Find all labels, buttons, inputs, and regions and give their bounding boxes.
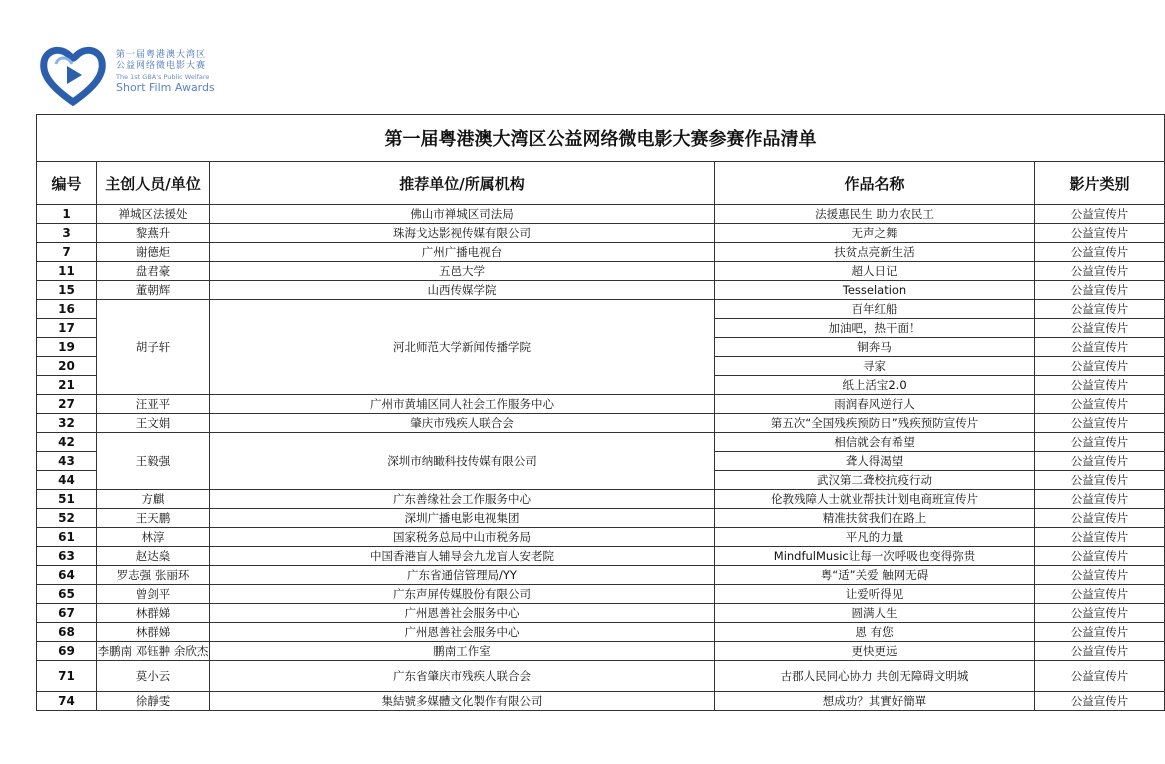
creator-cell: 禅城区法援处 <box>97 205 210 224</box>
entry-number: 21 <box>37 376 97 395</box>
table-row <box>37 642 1165 661</box>
organization-cell: 珠海戈达影视传媒有限公司 <box>210 224 715 243</box>
category-cell: 公益宣传片 <box>1035 528 1165 547</box>
category-cell: 公益宣传片 <box>1035 604 1165 623</box>
category-cell: 公益宣传片 <box>1035 452 1165 471</box>
entry-number: 17 <box>37 319 97 338</box>
category-cell: 公益宣传片 <box>1035 490 1165 509</box>
table-row <box>37 566 1165 585</box>
creator-cell: 林群娣 <box>97 604 210 623</box>
entry-number: 52 <box>37 509 97 528</box>
table-row <box>37 224 1165 243</box>
creator-cell: 李鹏南 邓钰翀 余欣杰 <box>97 642 210 661</box>
entry-number: 51 <box>37 490 97 509</box>
entry-number: 3 <box>37 224 97 243</box>
entry-number: 32 <box>37 414 97 433</box>
table-row <box>37 490 1165 509</box>
work-title-cell: 寻家 <box>715 357 1035 376</box>
table-row <box>37 433 1165 452</box>
column-header: 主创人员/单位 <box>97 162 210 205</box>
category-cell: 公益宣传片 <box>1035 623 1165 642</box>
organization-cell: 五邑大学 <box>210 262 715 281</box>
organization-cell: 肇庆市残疾人联合会 <box>210 414 715 433</box>
entry-number: 74 <box>37 692 97 711</box>
work-title-cell: 加油吧，热干面！ <box>715 319 1035 338</box>
work-title-cell: 更快更远 <box>715 642 1035 661</box>
entry-number: 65 <box>37 585 97 604</box>
category-cell: 公益宣传片 <box>1035 566 1165 585</box>
entry-number: 71 <box>37 661 97 692</box>
entry-number: 68 <box>37 623 97 642</box>
entry-number: 27 <box>37 395 97 414</box>
work-title-cell: 法援惠民生 助力农民工 <box>715 205 1035 224</box>
column-header: 作品名称 <box>715 162 1035 205</box>
category-cell: 公益宣传片 <box>1035 547 1165 566</box>
category-cell: 公益宣传片 <box>1035 300 1165 319</box>
category-cell: 公益宣传片 <box>1035 338 1165 357</box>
work-title-cell: 无声之舞 <box>715 224 1035 243</box>
entry-number: 7 <box>37 243 97 262</box>
organization-cell: 集結號多媒體文化製作有限公司 <box>210 692 715 711</box>
work-title-cell: 超人日记 <box>715 262 1035 281</box>
category-cell: 公益宣传片 <box>1035 661 1165 692</box>
category-cell: 公益宣传片 <box>1035 433 1165 452</box>
column-header: 影片类别 <box>1035 162 1165 205</box>
category-cell: 公益宣传片 <box>1035 376 1165 395</box>
category-cell: 公益宣传片 <box>1035 319 1165 338</box>
creator-cell: 罗志强 张丽环 <box>97 566 210 585</box>
entry-number: 15 <box>37 281 97 300</box>
entry-number: 11 <box>37 262 97 281</box>
creator-cell: 徐靜雯 <box>97 692 210 711</box>
category-cell: 公益宣传片 <box>1035 414 1165 433</box>
creator-cell: 曾剑平 <box>97 585 210 604</box>
heart-play-logo-icon <box>40 44 106 106</box>
organization-cell: 广东省通信管理局/YY <box>210 566 715 585</box>
work-title-cell: 精准扶贫我们在路上 <box>715 509 1035 528</box>
category-cell: 公益宣传片 <box>1035 585 1165 604</box>
work-title-cell: 恩 有您 <box>715 623 1035 642</box>
table-row <box>37 585 1165 604</box>
entry-number: 20 <box>37 357 97 376</box>
table-row <box>37 692 1165 711</box>
table-row <box>37 281 1165 300</box>
entry-number: 1 <box>37 205 97 224</box>
table-row <box>37 547 1165 566</box>
work-title-cell: 武汉第二聋校抗疫行动 <box>715 471 1035 490</box>
work-title-cell: 相信就会有希望 <box>715 433 1035 452</box>
work-title-cell: 聋人得渴望 <box>715 452 1035 471</box>
work-title-cell: 百年红船 <box>715 300 1035 319</box>
creator-cell: 汪亚平 <box>97 395 210 414</box>
organization-cell: 深圳广播电影电视集团 <box>210 509 715 528</box>
organization-cell: 广州广播电视台 <box>210 243 715 262</box>
table-row <box>37 205 1165 224</box>
work-title-cell: 纸上活宝2.0 <box>715 376 1035 395</box>
creator-cell: 谢德炬 <box>97 243 210 262</box>
work-title-cell: MindfulMusic让每一次呼吸也变得弥贵 <box>715 547 1035 566</box>
work-title-cell: 圆满人生 <box>715 604 1035 623</box>
creator-cell: 赵达燊 <box>97 547 210 566</box>
column-header: 编号 <box>37 162 97 205</box>
table-row <box>37 623 1165 642</box>
entry-number: 42 <box>37 433 97 452</box>
work-title-cell: 粤“适”关爱 触网无碍 <box>715 566 1035 585</box>
creator-cell: 盘君豪 <box>97 262 210 281</box>
entry-number: 63 <box>37 547 97 566</box>
table-row <box>37 262 1165 281</box>
organization-cell: 中国香港盲人辅导会九龙盲人安老院 <box>210 547 715 566</box>
category-cell: 公益宣传片 <box>1035 692 1165 711</box>
entry-number: 61 <box>37 528 97 547</box>
organization-cell: 广东声屏传媒股份有限公司 <box>210 585 715 604</box>
table-row <box>37 300 1165 319</box>
category-cell: 公益宣传片 <box>1035 471 1165 490</box>
table-row <box>37 661 1165 692</box>
category-cell: 公益宣传片 <box>1035 205 1165 224</box>
work-title-cell: 想成功？其實好簡單 <box>715 692 1035 711</box>
logo-en-line2: Short Film Awards <box>116 81 215 95</box>
creator-cell: 王毅强 <box>97 433 210 490</box>
organization-cell: 广东善缘社会工作服务中心 <box>210 490 715 509</box>
work-title-cell: 雨润春风逆行人 <box>715 395 1035 414</box>
organization-cell: 佛山市禅城区司法局 <box>210 205 715 224</box>
work-title-cell: 铜奔马 <box>715 338 1035 357</box>
table-title: 第一届粤港澳大湾区公益网络微电影大赛参赛作品清单 <box>37 115 1165 162</box>
category-cell: 公益宣传片 <box>1035 281 1165 300</box>
entry-number: 43 <box>37 452 97 471</box>
table-row <box>37 509 1165 528</box>
category-cell: 公益宣传片 <box>1035 642 1165 661</box>
entry-number: 67 <box>37 604 97 623</box>
work-title-cell: 第五次“全国残疾预防日”残疾预防宣传片 <box>715 414 1035 433</box>
organization-cell: 广州市黄埔区同人社会工作服务中心 <box>210 395 715 414</box>
creator-cell: 王文娟 <box>97 414 210 433</box>
entry-number: 16 <box>37 300 97 319</box>
table-row <box>37 243 1165 262</box>
column-header: 推荐单位/所属机构 <box>210 162 715 205</box>
work-title-cell: Tesselation <box>715 281 1035 300</box>
category-cell: 公益宣传片 <box>1035 395 1165 414</box>
entry-number: 69 <box>37 642 97 661</box>
work-title-cell: 平凡的力量 <box>715 528 1035 547</box>
category-cell: 公益宣传片 <box>1035 262 1165 281</box>
table-row <box>37 604 1165 623</box>
category-cell: 公益宣传片 <box>1035 224 1165 243</box>
work-title-cell: 古郡人民同心协力 共创无障碍文明城 <box>715 661 1035 692</box>
organization-cell: 深圳市纳瞰科技传媒有限公司 <box>210 433 715 490</box>
work-title-cell: 扶贫点亮新生活 <box>715 243 1035 262</box>
entries-table <box>36 114 1165 711</box>
logo-en-line1: The 1st GBA's Public Welfare <box>116 72 210 81</box>
creator-cell: 林淳 <box>97 528 210 547</box>
category-cell: 公益宣传片 <box>1035 357 1165 376</box>
logo <box>40 44 220 106</box>
organization-cell: 广州恩善社会服务中心 <box>210 604 715 623</box>
creator-cell: 林群娣 <box>97 623 210 642</box>
organization-cell: 广州恩善社会服务中心 <box>210 623 715 642</box>
entry-number: 64 <box>37 566 97 585</box>
category-cell: 公益宣传片 <box>1035 509 1165 528</box>
entry-number: 44 <box>37 471 97 490</box>
organization-cell: 山西传媒学院 <box>210 281 715 300</box>
logo-title-line2: 公益网络微电影大赛 <box>116 60 207 71</box>
creator-cell: 莫小云 <box>97 661 210 692</box>
table-row <box>37 395 1165 414</box>
table-row <box>37 414 1165 433</box>
logo-title-line1: 第一届粤港澳大湾区 <box>116 50 207 60</box>
organization-cell: 广东省肇庆市残疾人联合会 <box>210 661 715 692</box>
work-title-cell: 伦教残障人士就业帮扶计划电商班宣传片 <box>715 490 1035 509</box>
organization-cell: 国家税务总局中山市税务局 <box>210 528 715 547</box>
organization-cell: 鹏南工作室 <box>210 642 715 661</box>
organization-cell: 河北师范大学新闻传播学院 <box>210 300 715 395</box>
creator-cell: 黎燕升 <box>97 224 210 243</box>
table-row <box>37 528 1165 547</box>
creator-cell: 胡子轩 <box>97 300 210 395</box>
category-cell: 公益宣传片 <box>1035 243 1165 262</box>
creator-cell: 方麒 <box>97 490 210 509</box>
creator-cell: 董朝辉 <box>97 281 210 300</box>
entry-number: 19 <box>37 338 97 357</box>
work-title-cell: 让爱听得见 <box>715 585 1035 604</box>
creator-cell: 王天鹏 <box>97 509 210 528</box>
